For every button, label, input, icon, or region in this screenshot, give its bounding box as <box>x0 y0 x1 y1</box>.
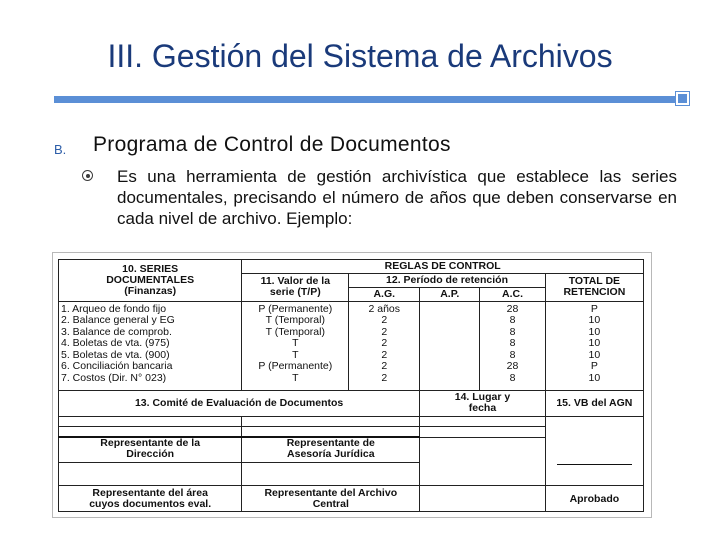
total-header: TOTAL DE RETENCION <box>545 273 643 301</box>
section-heading: Programa de Control de Documentos <box>93 133 451 156</box>
circle-bullet-icon <box>82 170 93 181</box>
value-header: 11. Valor de la serie (T/P) <box>242 273 349 301</box>
slide-title: III. Gestión del Sistema de Archivos <box>107 38 613 74</box>
series-header: 10. SERIES DOCUMENTALES (Finanzas) <box>59 260 242 302</box>
total-list: P 10 10 10 10 P 10 <box>545 301 643 391</box>
agn-signature-cell <box>545 416 643 486</box>
signature-archivo: Representante del Archivo Central <box>242 486 420 512</box>
ap-list <box>420 301 480 391</box>
approved-label: Aprobado <box>545 486 643 512</box>
table-row: 6. Conciliación bancaria <box>61 360 173 373</box>
signature-asesoria: Representante de Asesoría Jurídica <box>242 437 420 462</box>
place-date-header: 14. Lugar y fecha <box>420 391 545 417</box>
section-marker: B. <box>54 142 67 157</box>
control-form-image <box>52 252 652 518</box>
value-list: P (Permanente) T (Temporal) T (Temporal) T T P (Permanente) T <box>242 301 349 391</box>
control-form-table <box>58 259 644 512</box>
title-divider-end <box>676 92 689 105</box>
table-row: 7. Costos (Dir. N° 023) <box>61 371 167 384</box>
ap-header: A.P. <box>420 287 480 301</box>
ac-header: A.C. <box>480 287 545 301</box>
ac-list: 28 8 8 8 8 28 8 <box>480 301 545 391</box>
table-row: 1. Arqueo de fondo fijo <box>61 302 167 315</box>
title-divider <box>54 96 676 103</box>
table-row: 2. Balance general y EG <box>61 314 175 327</box>
table-row: 3. Balance de comprob. <box>61 325 172 338</box>
signature-area: Representante del área cuyos documentos eval. <box>59 486 242 512</box>
ag-header: A.G. <box>349 287 420 301</box>
signature-direccion: Representante de la Dirección <box>59 437 242 462</box>
body-paragraph: Es una herramienta de gestión archivística que establece las series documentales, precisando el número de años que deben conservarse en cada nivel de archivo. Ejemplo: <box>117 167 677 228</box>
table-row: 5. Boletas de vta. (900) <box>61 348 170 361</box>
committee-header: 13. Comité de Evaluación de Documentos <box>59 391 420 417</box>
agn-header: 15. VB del AGN <box>545 391 643 417</box>
series-list <box>59 301 242 391</box>
table-row: 4. Boletas de vta. (975) <box>61 337 170 350</box>
retention-header: 12. Período de retención <box>349 273 545 287</box>
ag-list: 2 años 2 2 2 2 2 2 <box>349 301 420 391</box>
rules-header: REGLAS DE CONTROL <box>242 260 644 274</box>
